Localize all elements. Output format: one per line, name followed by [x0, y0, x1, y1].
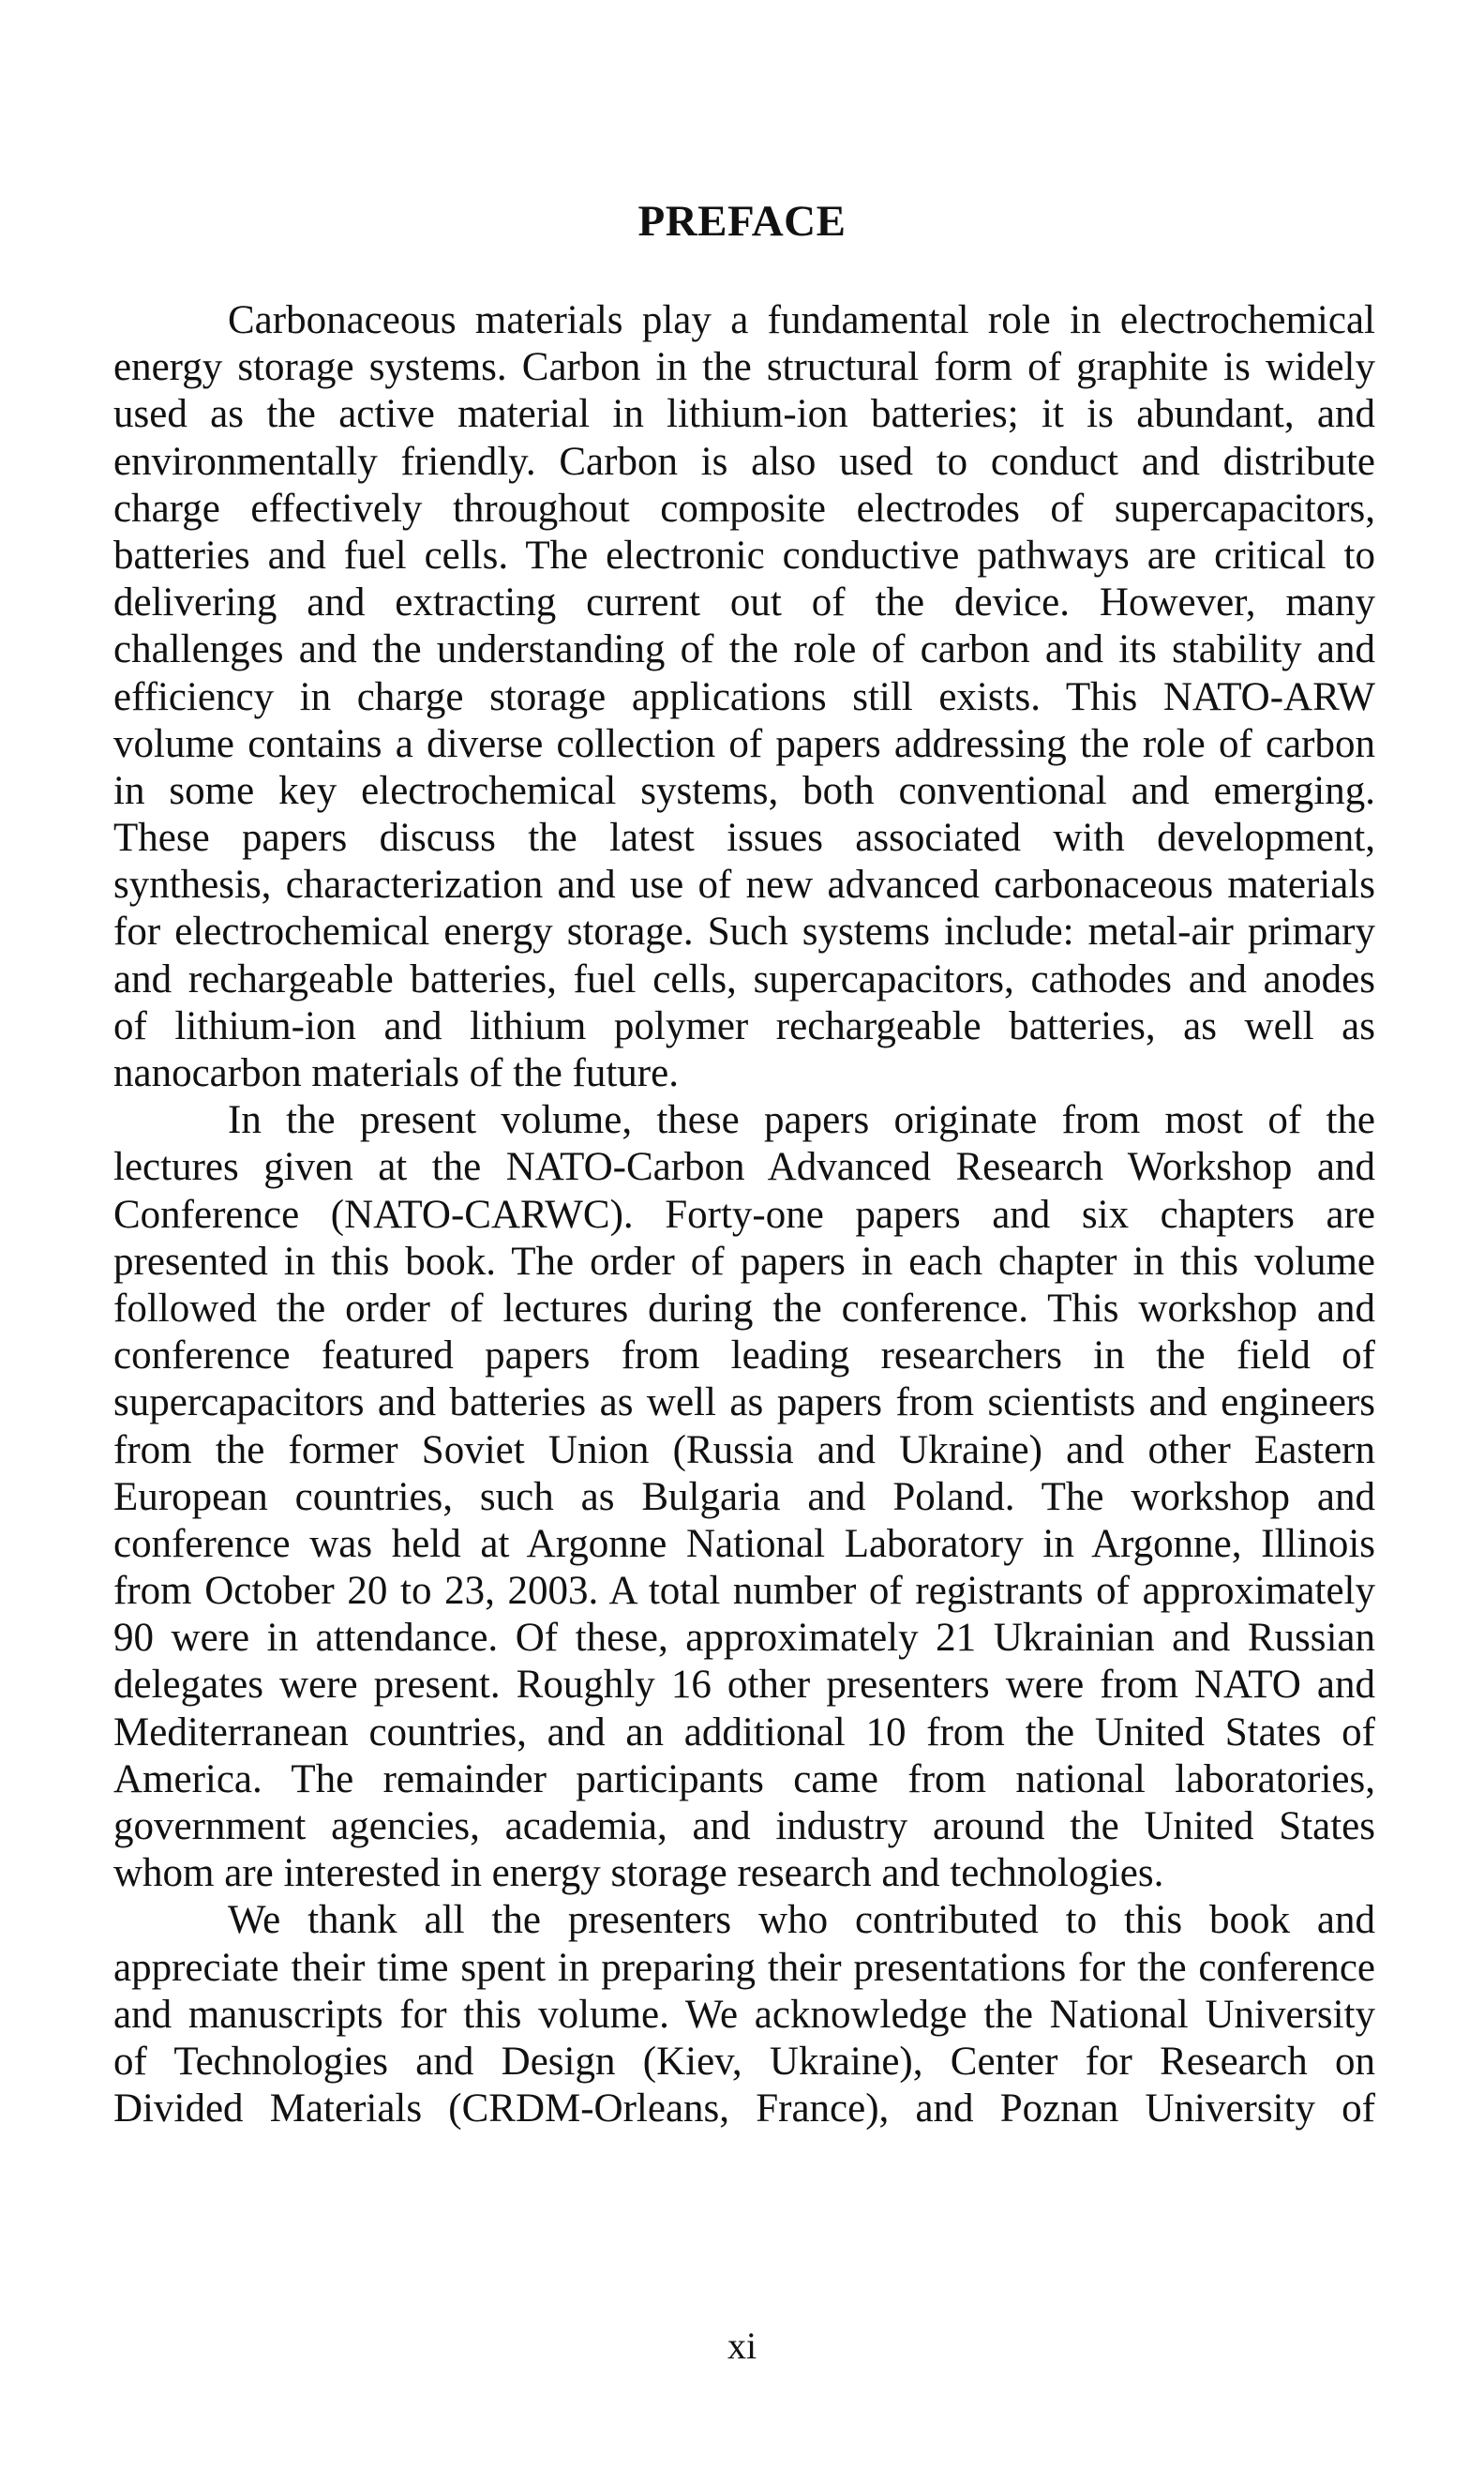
paragraph-3	[113, 1897, 1375, 2132]
text-line: Divided Materials (CRDM-Orleans, France), and Poznan University of	[113, 2086, 1375, 2131]
text-line: These papers discuss the latest issues associated with development,	[113, 816, 1375, 861]
text-line: for electrochemical energy storage. Such systems include: metal-air primary	[113, 910, 1375, 955]
text-line: 90 were in attendance. Of these, approximately 21 Ukrainian and Russian	[113, 1616, 1375, 1661]
text-line: appreciate their time spent in preparing their presentations for the conference	[113, 1945, 1375, 1990]
text-line: whom are interested in energy storage research and technologies.	[113, 1851, 1164, 1896]
text-line: America. The remainder participants came from national laboratories,	[113, 1756, 1375, 1801]
text-line: delivering and extracting current out of the device. However, many	[113, 580, 1375, 625]
text-line: In the present volume, these papers originate from most of the	[228, 1098, 1375, 1143]
text-line: efficiency in charge storage applications still exists. This NATO-ARW	[113, 674, 1375, 719]
text-line: followed the order of lectures during the conference. This workshop and	[113, 1286, 1375, 1331]
text-line: of lithium-ion and lithium polymer rechargeable batteries, as well as	[113, 1003, 1375, 1048]
page-number: xi	[727, 2325, 757, 2367]
text-line: Conference (NATO-CARWC). Forty-one papers and six chapters are	[113, 1192, 1375, 1237]
text-line: Carbonaceous materials play a fundamental role in electrochemical	[228, 298, 1375, 342]
text-line: energy storage systems. Carbon in the structural form of graphite is widely	[113, 345, 1375, 390]
text-line: volume contains a diverse collection of papers addressing the role of carbon	[113, 721, 1375, 766]
text-line: We thank all the presenters who contributed to this book and	[228, 1898, 1375, 1943]
text-line: European countries, such as Bulgaria and Poland. The workshop and	[113, 1474, 1375, 1519]
paragraph-1	[113, 297, 1375, 1097]
text-line: of Technologies and Design (Kiev, Ukraine), Center for Research on	[113, 2039, 1375, 2084]
text-line: delegates were present. Roughly 16 other presenters were from NATO and	[113, 1663, 1375, 1708]
text-line: used as the active material in lithium-ion batteries; it is abundant, and	[113, 392, 1375, 437]
preface-body	[113, 297, 1375, 2132]
text-line: conference was held at Argonne National Laboratory in Argonne, Illinois	[113, 1521, 1375, 1566]
text-line: and rechargeable batteries, fuel cells, supercapacitors, cathodes and anodes	[113, 956, 1375, 1002]
page-title: PREFACE	[637, 197, 847, 246]
text-line: environmentally friendly. Carbon is also used to conduct and distribute	[113, 439, 1375, 484]
text-line: nanocarbon materials of the future.	[113, 1051, 679, 1095]
text-line: presented in this book. The order of papers in each chapter in this volume	[113, 1239, 1375, 1284]
text-line: challenges and the understanding of the role of carbon and its stability and	[113, 627, 1375, 672]
text-line: government agencies, academia, and industry around the United States	[113, 1804, 1375, 1848]
text-line: Mediterranean countries, and an additional 10 from the United States of	[113, 1709, 1375, 1755]
text-line: batteries and fuel cells. The electronic conductive pathways are critical to	[113, 533, 1375, 578]
text-line: lectures given at the NATO-Carbon Advanced Research Workshop and	[113, 1145, 1375, 1190]
text-line: charge effectively throughout composite electrodes of supercapacitors,	[113, 486, 1375, 531]
paragraph-2	[113, 1097, 1375, 1897]
text-line: supercapacitors and batteries as well as papers from scientists and engineers	[113, 1380, 1375, 1425]
text-line: from October 20 to 23, 2003. A total number of registrants of approximately	[113, 1569, 1375, 1614]
text-line: from the former Soviet Union (Russia and Ukraine) and other Eastern	[113, 1427, 1375, 1472]
text-line: in some key electrochemical systems, both conventional and emerging.	[113, 768, 1375, 813]
text-line: synthesis, characterization and use of new advanced carbonaceous materials	[113, 863, 1375, 908]
text-line: and manuscripts for this volume. We acknowledge the National University	[113, 1992, 1375, 2037]
text-line: conference featured papers from leading researchers in the field of	[113, 1333, 1375, 1378]
